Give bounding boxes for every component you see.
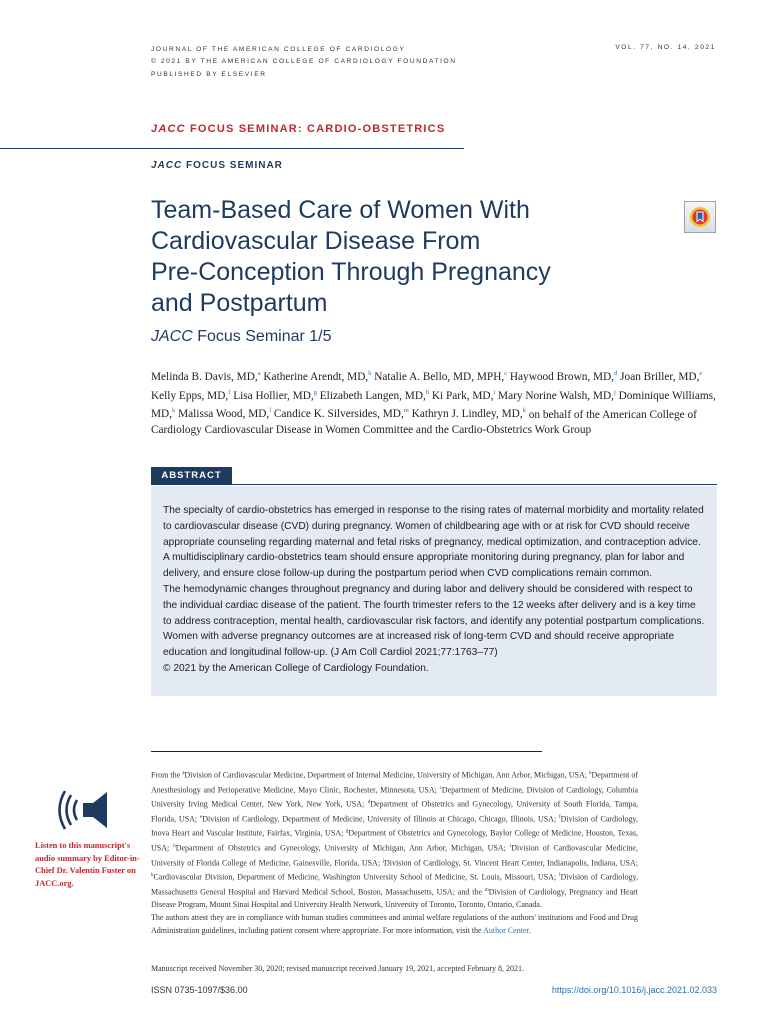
crossmark-icon <box>688 205 712 229</box>
copyright-line: © 2021 BY THE AMERICAN COLLEGE OF CARDIOLOGY FOUNDATION <box>151 58 457 66</box>
author: Joan Briller, MD,$^e$ <box>617 370 703 383</box>
title-line: Pre-Conception Through Pregnancy <box>151 258 551 286</box>
author: Katherine Arendt, MD,$^b$ <box>260 370 372 383</box>
article-subtitle <box>151 328 332 346</box>
author: Candice K. Silversides, MD,$^m$ <box>271 407 409 421</box>
abstract-label: ABSTRACT <box>151 467 232 484</box>
article-kicker <box>151 160 283 171</box>
affiliations-paragraph <box>151 768 638 912</box>
author: Kathryn J. Lindley, MD,$^k$ <box>408 407 526 421</box>
abstract-rule <box>151 484 717 485</box>
author-center-link[interactable]: Author Center <box>483 926 529 936</box>
title-line: and Postpartum <box>151 289 328 317</box>
section-label-jacc: JACC <box>151 123 186 135</box>
affiliation-marker: b <box>589 771 592 776</box>
affiliation-marker: g <box>345 829 349 835</box>
subtitle-jacc: JACC <box>151 328 193 345</box>
affiliation-text: Division of Cardiology, Department of Medicine, University of Illinois at Chicago, Chicago, Illinois, USA; <box>202 814 559 824</box>
affiliation-marker: l <box>559 873 561 879</box>
affiliation-text: Department of Obstetrics and Gynecology, University of Michigan, Ann Arbor, Michigan, USA; <box>175 843 510 853</box>
authors-tail: on behalf of the American College of Cardiology Cardiovascular Disease in Women Committee and the Cardio-Obstetrics Work Group <box>151 408 697 437</box>
section-label <box>151 123 445 135</box>
abstract-paragraph: The hemodynamic changes throughout pregnancy and during labor and delivery should be considered with respect to the individual cardiac disease of the patient. The fourth trimester refers to the 12 weeks after delivery and is a key time to address contraception, mental health, cardiovascular risk factors, and identify any potential postpartum complications. Women with adverse pregnancy outcomes are at increased risk of long-term CVD and should receive appropriate education and longitudinal follow-up. (J Am Coll Cardiol 2021;77:1763–77) <box>163 583 705 659</box>
kicker-jacc: JACC <box>151 160 183 171</box>
issn: ISSN 0735-1097/$36.00 <box>151 985 248 995</box>
author-list <box>151 366 721 438</box>
affiliation-marker: m <box>484 887 489 893</box>
affiliation-text: Department of Anesthesiology and Perioperative Medicine, Mayo Clinic, Rochester, Minnesota, USA; <box>151 770 638 795</box>
affiliation-marker: j <box>382 858 384 864</box>
abstract-paragraph: The specialty of cardio-obstetrics has emerged in response to the rising rates of maternal morbidity and mortality related to cardiovascular disease (CVD) during pregnancy. Women of childbearing age with or at risk for CVD should receive appropriate counseling regarding maternal and fetal risks of pregnancy, medical optimization, and contraception advice. A multidisciplinary cardio-obstetrics team should ensure appropriate monitoring during pregnancy, plan for labor and delivery, and ensure close follow-up during the postpartum period when CVD complications remain common. <box>163 505 704 580</box>
journal-name: JOURNAL OF THE AMERICAN COLLEGE OF CARDIOLOGY <box>151 46 406 53</box>
affiliation-marker: a <box>182 771 185 776</box>
compliance-statement: The authors attest they are in compliance with human studies committees and animal welfare regulations of the authors' institutions and Food and Drug Administration guidelines, including patient consent where appropriate. For more information, visit the Author Center. <box>151 913 638 936</box>
affiliation-text: Division of Cardiology, Pregnancy and Heart Disease Program, Mount Sinai Hospital and University Health Network, University of Toronto, Toronto, Ontario, Canada. <box>151 887 639 910</box>
section-label-text: FOCUS SEMINAR: CARDIO-OBSTETRICS <box>185 123 446 135</box>
author: Melinda B. Davis, MD,$^a$ <box>151 370 261 383</box>
affiliation-text: Department of Obstetrics and Gynecology, Baylor College of Medicine, Houston, Texas, USA; <box>151 829 638 853</box>
speaker-icon[interactable] <box>57 787 113 833</box>
footnote-rule <box>151 751 542 752</box>
title-line: Team-Based Care of Women With <box>151 196 530 224</box>
abstract-box <box>151 486 717 696</box>
article-title <box>151 195 651 319</box>
author: Elizabeth Langen, MD,$^h$ <box>316 388 430 402</box>
author: Haywood Brown, MD,$^d$ <box>507 370 618 383</box>
kicker-text: FOCUS SEMINAR <box>182 160 283 171</box>
affiliation-marker: h <box>173 844 176 850</box>
audio-summary-link[interactable]: Listen to this manuscript's audio summary by Editor-in-Chief Dr. Valentin Fuster on JACC.org. <box>35 841 140 888</box>
crossmark-button[interactable] <box>684 201 716 233</box>
affiliations <box>151 768 638 938</box>
section-rule <box>0 148 464 149</box>
affiliation-marker: d <box>367 800 371 806</box>
affiliation-marker: k <box>151 873 154 879</box>
subtitle-text: Focus Seminar 1/5 <box>192 328 332 345</box>
title-line: Cardiovascular Disease From <box>151 227 481 255</box>
running-head <box>151 44 457 81</box>
abstract-copyright: © 2021 by the American College of Cardiology Foundation. <box>163 662 429 674</box>
affiliation-marker: i <box>509 844 512 850</box>
affiliation-text: From the <box>151 770 183 780</box>
affiliation-text: Cardiovascular Division, Department of Medicine, Washington University School of Medicine, St. Louis, Missouri, USA; <box>153 872 560 882</box>
author: Malissa Wood, MD,$^l$ <box>175 407 272 421</box>
manuscript-received: Manuscript received November 30, 2020; revised manuscript received January 19, 2021, accepted February 8, 2021. <box>151 964 524 973</box>
author: Kelly Epps, MD,$^f$ <box>151 388 231 402</box>
doi-link[interactable]: https://doi.org/10.1016/j.jacc.2021.02.033 <box>551 985 717 995</box>
author: Lisa Hollier, MD,$^g$ <box>230 388 317 402</box>
affiliation-text: Division of Cardiovascular Medicine, University of Florida College of Medicine, Gainesville, Florida, USA; <box>151 843 638 868</box>
affiliation-marker: e <box>199 814 203 820</box>
affiliation-text: Department of Medicine, Division of Cardiology, Columbia University Irving Medical Center, New York, New York, USA; <box>151 785 639 809</box>
affiliation-text: Division of Cardiology, Inova Heart and Vascular Institute, Fairfax, Virginia, USA; <box>151 814 638 839</box>
author: Dominique Williams, MD,$^k$ <box>151 389 716 421</box>
affiliation-text: Division of Cardiology, St. Vincent Heart Center, Indianapolis, Indiana, USA; <box>383 858 639 868</box>
author: Ki Park, MD,$^i$ <box>429 388 496 402</box>
affiliation-text: Division of Cardiovascular Medicine, Department of Internal Medicine, University of Michigan, Ann Arbor, Michigan, USA; <box>184 770 590 780</box>
author: Mary Norine Walsh, MD,$^j$ <box>495 388 616 402</box>
affiliation-marker: c <box>439 785 442 791</box>
publisher-line: PUBLISHED BY ELSEVIER <box>151 70 267 78</box>
affiliation-marker: f <box>559 814 561 820</box>
affiliation-text: Department of Obstetrics and Gynecology, University of South Florida, Tampa, Florida, USA; <box>151 799 638 824</box>
author: Natalie A. Bello, MD, MPH,$^c$ <box>371 370 508 383</box>
volume-info: VOL. 77, NO. 14, 2021 <box>615 44 716 51</box>
affiliation-text: Division of Cardiology, Massachusetts General Hospital and Harvard Medical School, Boston, Massachusetts, USA; and the <box>151 872 639 897</box>
